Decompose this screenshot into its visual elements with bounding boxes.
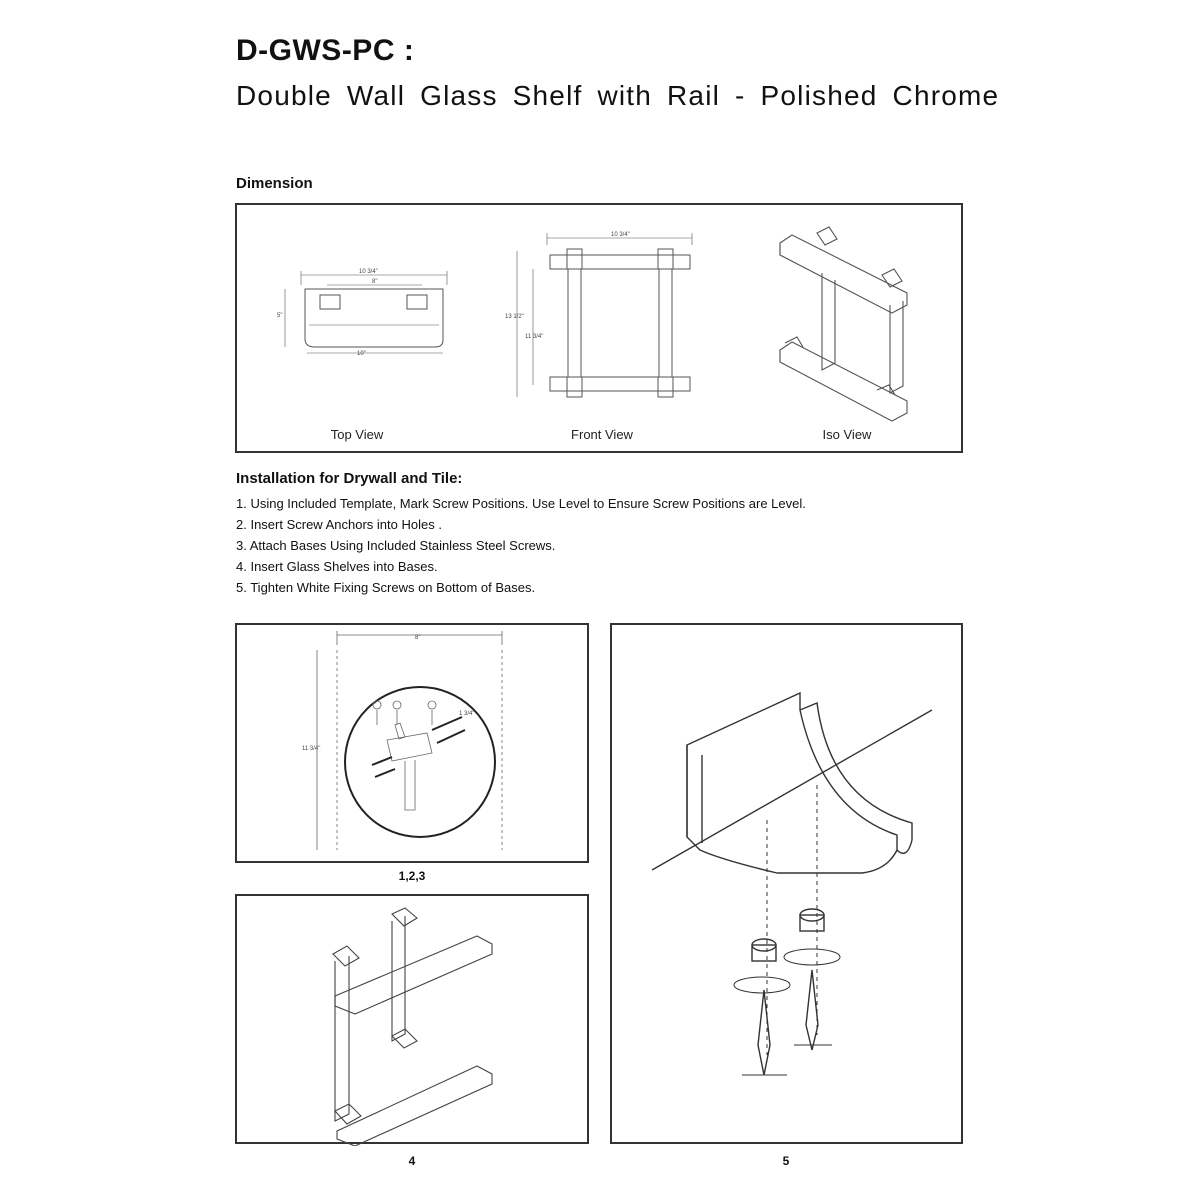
- installation-step: 1. Using Included Template, Mark Screw Positions. Use Level to Ensure Screw Positions are Level.: [236, 496, 806, 511]
- product-description: Double Wall Glass Shelf with Rail - Polished Chrome: [236, 80, 1000, 111]
- dimension-panel: [235, 203, 963, 453]
- top-span-label: 8": [372, 279, 378, 285]
- installation-heading: Installation for Drywall and Tile:: [236, 470, 463, 487]
- installation-step: 5. Tighten White Fixing Screws on Bottom of Bases.: [236, 580, 536, 595]
- top-bottom-label: 10": [357, 351, 366, 357]
- installation-step: 4. Insert Glass Shelves into Bases.: [236, 559, 438, 574]
- installation-step: 3. Attach Bases Using Included Stainless Steel Screws.: [236, 538, 556, 553]
- template-height-label: 11 3/4": [302, 746, 321, 752]
- front-inner-label: 11 3/4": [525, 334, 544, 340]
- figure-5-panel: [610, 623, 963, 1144]
- top-view-caption: Top View: [330, 427, 384, 442]
- template-span-label: 8": [415, 635, 421, 641]
- fixing-screw-drawing: [612, 625, 965, 1146]
- figure-1-2-3-caption: 1,2,3: [398, 869, 426, 883]
- iso-view-drawing: [780, 227, 907, 421]
- template-drawing: [237, 625, 591, 865]
- dimension-heading: Dimension: [236, 175, 313, 192]
- figure-4-panel: [235, 894, 589, 1144]
- dimension-drawings: [237, 205, 965, 455]
- figure-1-2-3-panel: [235, 623, 589, 863]
- installation-step: 2. Insert Screw Anchors into Holes .: [236, 517, 442, 532]
- shelf-assembly-drawing: [237, 896, 591, 1146]
- installation-steps: [236, 493, 806, 598]
- front-view-drawing: [517, 233, 692, 397]
- figure-5-caption: 5: [782, 1154, 790, 1168]
- top-width-label: 10 3/4": [359, 269, 378, 275]
- front-view-caption: Front View: [571, 427, 633, 442]
- front-width-label: 10 3/4": [611, 232, 630, 238]
- top-depth-label: 5": [277, 313, 283, 319]
- product-model: D-GWS-PC :: [236, 34, 415, 67]
- figure-4-caption: 4: [408, 1154, 416, 1168]
- top-view-drawing: [285, 271, 447, 353]
- iso-view-caption: Iso View: [822, 427, 872, 442]
- template-depth-label: 1 3/4": [459, 711, 475, 717]
- front-height-label: 13 1/2": [505, 314, 524, 320]
